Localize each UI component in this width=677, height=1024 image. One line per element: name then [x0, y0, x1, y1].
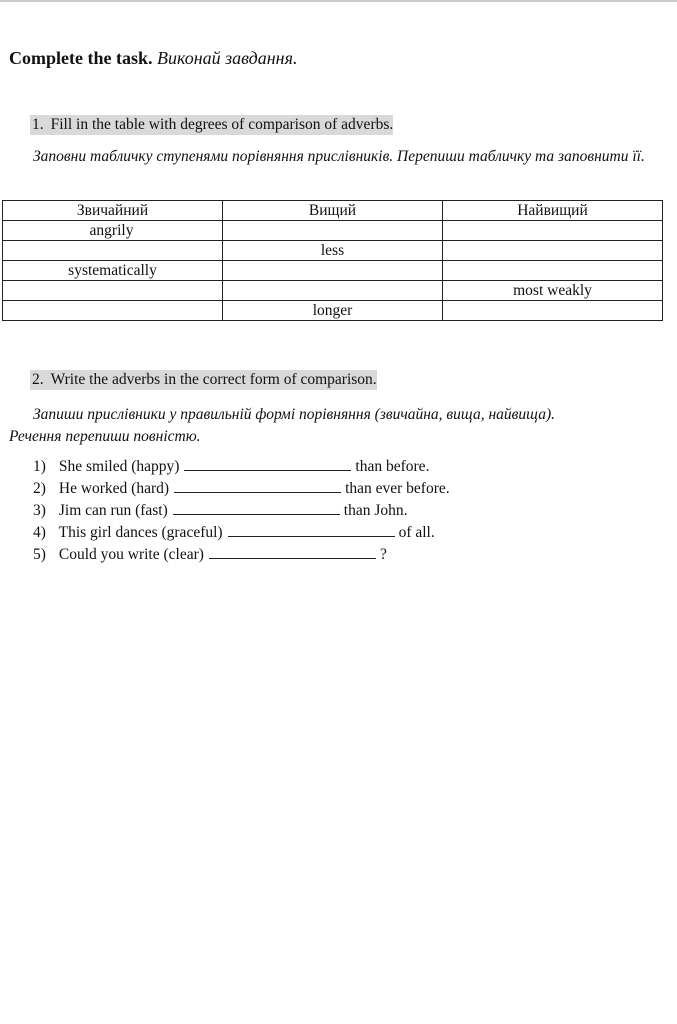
title-bold: Complete the task.: [9, 48, 153, 68]
exercise-item: [33, 457, 429, 476]
item-number: 4): [33, 524, 46, 541]
item-ending: than John.: [343, 502, 408, 519]
task1-number: 1.: [32, 116, 44, 133]
table-cell: longer: [223, 301, 443, 321]
table-cell: [443, 301, 663, 321]
item-prompt: He worked (hard): [58, 480, 170, 497]
item-prompt: This girl dances (graceful): [58, 524, 223, 541]
item-prompt: Could you write (clear): [58, 546, 204, 563]
item-ending: than ever before.: [345, 480, 450, 497]
exercise-item: [33, 523, 435, 542]
table-cell: [3, 221, 223, 241]
item-number: 1): [33, 458, 46, 475]
table-cell: less: [223, 241, 443, 261]
answer-blank[interactable]: [184, 457, 351, 471]
comparison-table: [2, 200, 663, 321]
exercise-item: [33, 479, 450, 498]
exercise-item: [33, 545, 387, 564]
table-row: [3, 281, 663, 301]
task2-heading-text: Write the adverbs in the correct form of comparison.: [50, 371, 377, 388]
table-cell: [3, 281, 223, 301]
item-ending: ?: [379, 546, 387, 563]
item-ending: than before.: [355, 458, 430, 475]
table-row: [3, 241, 663, 261]
task2-number: 2.: [32, 371, 44, 388]
table-cell: [3, 301, 223, 321]
title-italic: Виконай завдання.: [156, 48, 298, 68]
task2-instruction-line2: Речення перепиши повністю.: [9, 428, 201, 445]
item-prompt: Jim can run (fast): [58, 502, 168, 519]
table-row: [3, 221, 663, 241]
cell-text: angrily: [89, 221, 134, 239]
table-cell: [443, 221, 663, 241]
item-number: 2): [33, 480, 46, 497]
column-header: Звичайний: [3, 201, 223, 221]
table-cell: [223, 281, 443, 301]
table-cell: systematically: [3, 261, 223, 281]
table-cell: [223, 261, 443, 281]
item-number: 3): [33, 502, 46, 519]
table-header-row: [3, 201, 663, 221]
table-cell: [443, 261, 663, 281]
task2-instruction-line1: Запиши прислівники у правильній формі порівняння (звичайна, вища, найвища).: [33, 406, 556, 423]
table-row: [3, 261, 663, 281]
task1-heading-text: Fill in the table with degrees of comparison of adverbs.: [50, 116, 394, 133]
answer-blank[interactable]: [173, 501, 340, 515]
column-header: Найвищий: [443, 201, 663, 221]
exercise-item: [33, 501, 408, 520]
answer-blank[interactable]: [228, 523, 395, 537]
task1-instruction: Заповни табличку ступенями порівняння прислівників. Перепиши табличку та заповнити її.: [33, 148, 645, 165]
table-cell: [3, 241, 223, 261]
top-divider: [0, 0, 677, 2]
table-row: [3, 301, 663, 321]
answer-blank[interactable]: [209, 545, 376, 559]
table-cell: [223, 221, 443, 241]
task2-heading: [30, 370, 377, 390]
answer-blank[interactable]: [174, 479, 341, 493]
page-title: [9, 48, 297, 69]
table-cell: most weakly: [443, 281, 663, 301]
column-header: Вищий: [223, 201, 443, 221]
item-ending: of all.: [398, 524, 435, 541]
table-cell: [443, 241, 663, 261]
item-prompt: She smiled (happy): [58, 458, 180, 475]
item-number: 5): [33, 546, 46, 563]
task1-heading: [30, 115, 393, 135]
